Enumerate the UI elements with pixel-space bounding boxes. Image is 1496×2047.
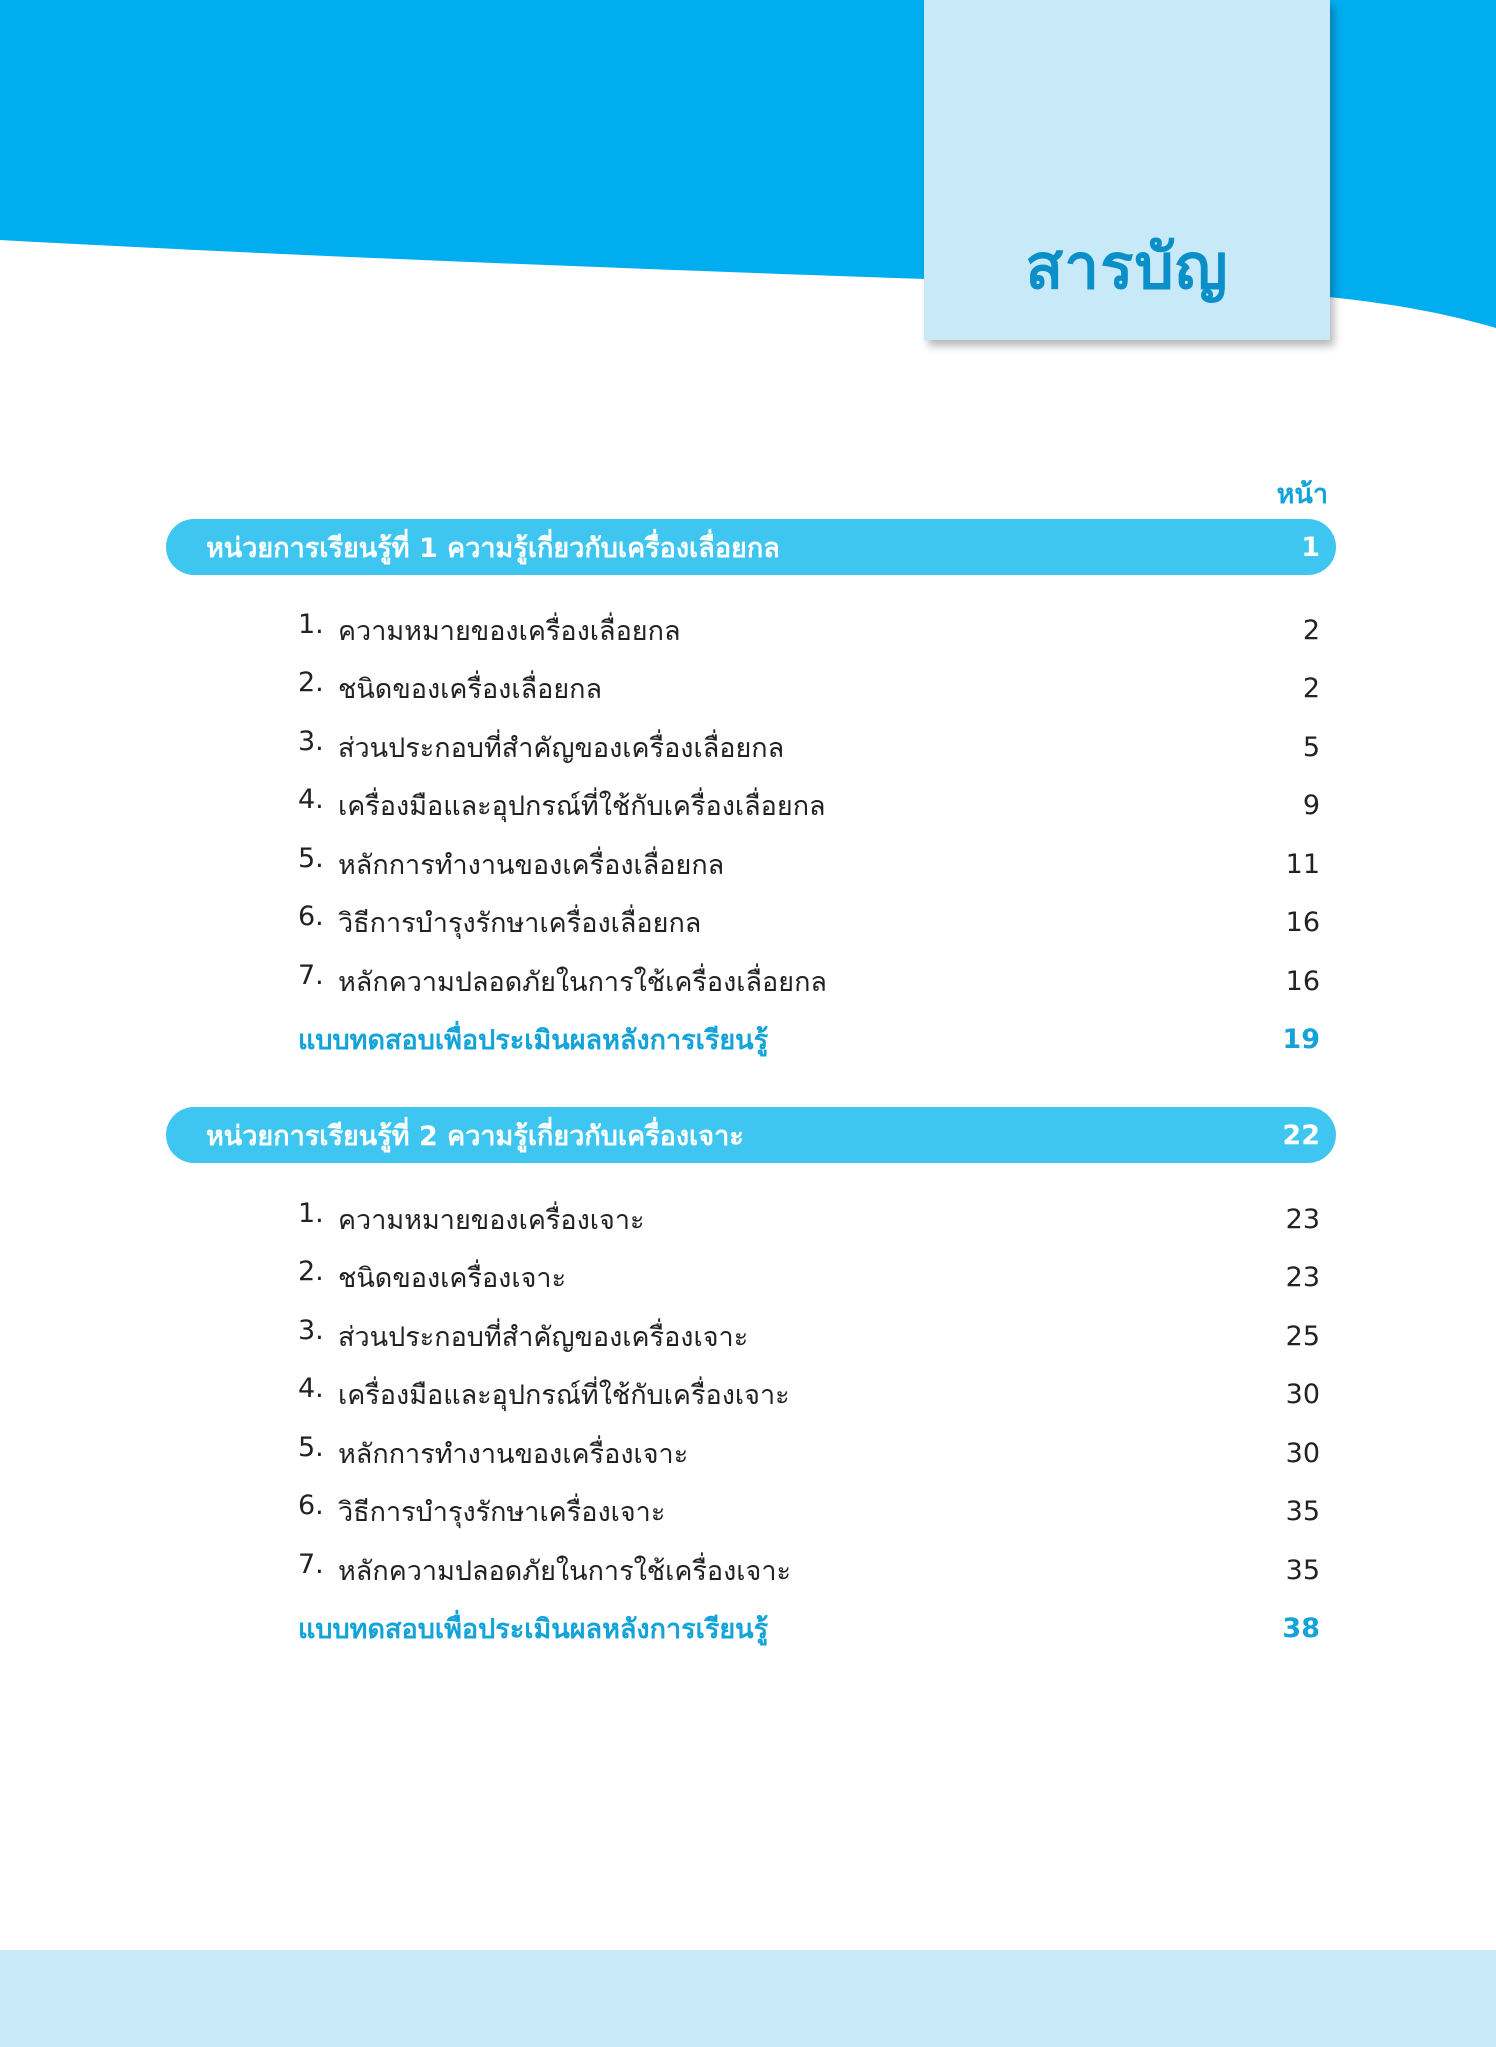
toc-item-page: 2	[1302, 673, 1320, 705]
toc-item-page: 35	[1285, 1554, 1320, 1586]
toc-assessment-page: 19	[1282, 1024, 1320, 1056]
page-column-label: หน้า	[1276, 479, 1328, 510]
toc-item-number: 2.	[298, 667, 324, 699]
toc-assessment-page: 38	[1282, 1613, 1320, 1645]
unit-2-title: หน่วยการเรียนรู้ที่ 2 ความรู้เกี่ยวกับเครื่องเจาะ	[206, 1120, 744, 1152]
unit-2-page: 22	[1282, 1119, 1320, 1151]
toc-assessment[interactable]	[298, 1600, 1320, 1659]
toc-item-text: หลักความปลอดภัยในการใช้เครื่องเจาะ	[338, 1555, 791, 1587]
toc-item-text: หลักความปลอดภัยในการใช้เครื่องเลื่อยกล	[338, 966, 827, 998]
toc-item-number: 6.	[298, 901, 324, 933]
toc-item-page: 25	[1285, 1320, 1320, 1352]
toc-item-text: เครื่องมือและอุปกรณ์ที่ใช้กับเครื่องเจาะ	[338, 1380, 790, 1412]
toc-item-number: 6.	[298, 1490, 324, 1522]
toc-item-page: 30	[1285, 1437, 1320, 1469]
toc-item[interactable]	[298, 1249, 1320, 1308]
toc-item-page: 23	[1285, 1262, 1320, 1294]
toc-item-number: 4.	[298, 1373, 324, 1405]
toc-item[interactable]	[298, 894, 1320, 953]
unit-1-title: หน่วยการเรียนรู้ที่ 1 ความรู้เกี่ยวกับเครื่องเลื่อยกล	[206, 532, 780, 564]
toc-item-page: 35	[1285, 1496, 1320, 1528]
toc-assessment-text: แบบทดสอบเพื่อประเมินผลหลังการเรียนรู้	[298, 1025, 769, 1057]
toc-item-number: 7.	[298, 959, 324, 991]
toc-item[interactable]	[298, 660, 1320, 719]
toc-item[interactable]	[298, 1483, 1320, 1542]
toc-item-page: 30	[1285, 1379, 1320, 1411]
unit-2-header[interactable]	[166, 1107, 1336, 1163]
toc-item-text: ความหมายของเครื่องเลื่อยกล	[338, 615, 681, 647]
title-card	[924, 0, 1330, 340]
unit-1-header[interactable]	[166, 519, 1336, 575]
toc-item-number: 5.	[298, 842, 324, 874]
unit-2-contents	[298, 1190, 1320, 1658]
toc-item-text: เครื่องมือและอุปกรณ์ที่ใช้กับเครื่องเลื่อยกล	[338, 791, 826, 823]
page-title: สารบัญ	[1025, 230, 1229, 303]
toc-item[interactable]	[298, 718, 1320, 777]
toc-item-page: 16	[1285, 907, 1320, 939]
toc-item-page: 5	[1302, 731, 1320, 763]
footer-band	[0, 1950, 1496, 2047]
toc-item-number: 3.	[298, 725, 324, 757]
toc-item-page: 9	[1302, 790, 1320, 822]
toc-item-number: 1.	[298, 608, 324, 640]
toc-item-page: 11	[1285, 848, 1320, 880]
toc-item-number: 5.	[298, 1431, 324, 1463]
toc-item[interactable]	[298, 1366, 1320, 1425]
toc-item-text: ส่วนประกอบที่สำคัญของเครื่องเจาะ	[338, 1321, 749, 1353]
toc-item-text: หลักการทำงานของเครื่องเลื่อยกล	[338, 849, 725, 881]
toc-item[interactable]	[298, 1424, 1320, 1483]
toc-assessment[interactable]	[298, 1011, 1320, 1070]
toc-item-text: วิธีการบำรุงรักษาเครื่องเลื่อยกล	[338, 908, 702, 940]
toc-item-text: ส่วนประกอบที่สำคัญของเครื่องเลื่อยกล	[338, 732, 785, 764]
toc-item-text: ชนิดของเครื่องเจาะ	[338, 1263, 567, 1295]
toc-item-text: ความหมายของเครื่องเจาะ	[338, 1204, 645, 1236]
toc-item[interactable]	[298, 952, 1320, 1011]
toc-item-page: 16	[1285, 965, 1320, 997]
toc-item[interactable]	[298, 835, 1320, 894]
toc-item-number: 2.	[298, 1256, 324, 1288]
toc-item[interactable]	[298, 1190, 1320, 1249]
unit-1-page: 1	[1301, 531, 1320, 563]
toc-item-page: 2	[1302, 614, 1320, 646]
toc-item-number: 1.	[298, 1197, 324, 1229]
toc-item[interactable]	[298, 1307, 1320, 1366]
toc-item-text: หลักการทำงานของเครื่องเจาะ	[338, 1438, 689, 1470]
toc-item-number: 3.	[298, 1314, 324, 1346]
toc-item[interactable]	[298, 777, 1320, 836]
toc-item-text: ชนิดของเครื่องเลื่อยกล	[338, 674, 603, 706]
toc-item-text: วิธีการบำรุงรักษาเครื่องเจาะ	[338, 1497, 666, 1529]
toc-item-number: 4.	[298, 784, 324, 816]
toc-item-number: 7.	[298, 1548, 324, 1580]
toc-assessment-text: แบบทดสอบเพื่อประเมินผลหลังการเรียนรู้	[298, 1614, 769, 1646]
toc-item[interactable]	[298, 601, 1320, 660]
toc-item-page: 23	[1285, 1203, 1320, 1235]
toc-item[interactable]	[298, 1541, 1320, 1600]
unit-1-contents	[298, 601, 1320, 1069]
